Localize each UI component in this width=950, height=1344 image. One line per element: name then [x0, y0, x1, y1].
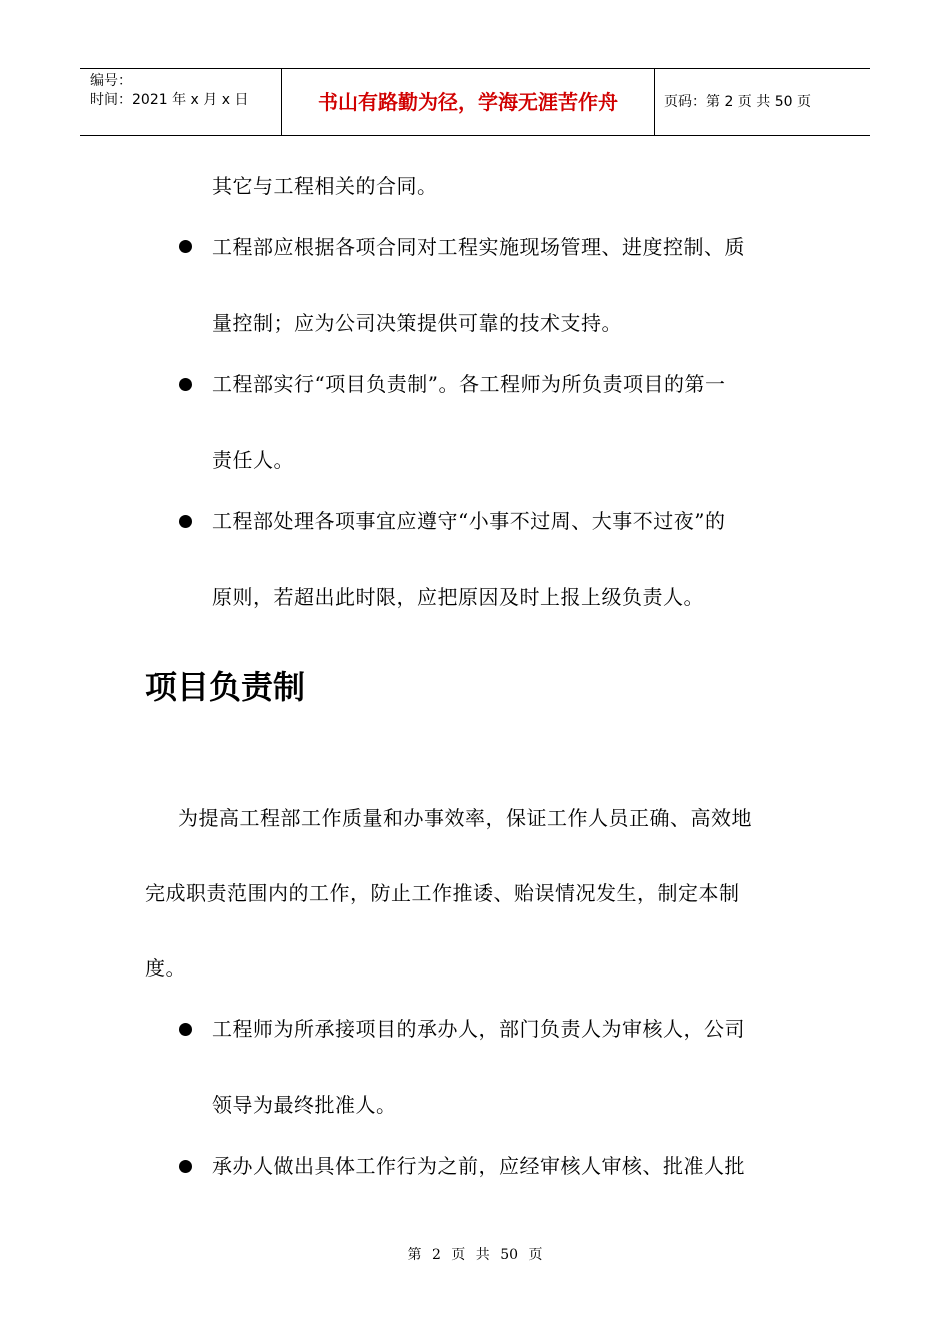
header-code-label: 编号：	[90, 73, 132, 89]
page-header	[80, 68, 870, 136]
bullet-4-line-1: 工程师为所承接项目的承办人，部门负责人为审核人，公司	[212, 1017, 745, 1041]
header-motto: 书山有路勤为径，学海无涯苦作舟	[318, 90, 618, 114]
bullet-icon	[179, 1160, 192, 1173]
bullet-2-line-1: 工程部实行“项目负责制”。各工程师为所负责项目的第一	[212, 372, 726, 396]
bullet-icon	[179, 1023, 192, 1036]
bullet-1-line-2: 量控制；应为公司决策提供可靠的技术支持。	[212, 311, 622, 335]
bullet-1-line-1: 工程部应根据各项合同对工程实施现场管理、进度控制、质	[212, 235, 745, 259]
header-divider-right	[654, 69, 655, 135]
header-time-label: 时间：2021 年 x 月 x 日	[90, 92, 249, 108]
bullet-icon	[179, 515, 192, 528]
bullet-icon	[179, 240, 192, 253]
paragraph-line-2: 完成职责范围内的工作，防止工作推诿、贻误情况发生，制定本制	[145, 881, 740, 905]
bullet-3-line-1: 工程部处理各项事宜应遵守“小事不过周、大事不过夜”的	[212, 509, 726, 533]
paragraph-line-1: 为提高工程部工作质量和办事效率，保证工作人员正确、高效地	[178, 806, 752, 830]
bullet-5-line-1: 承办人做出具体工作行为之前，应经审核人审核、批准人批	[212, 1154, 745, 1178]
header-meta	[90, 69, 280, 135]
intro-line: 其它与工程相关的合同。	[212, 174, 438, 198]
page-footer: 第 2 页 共 50 页	[407, 1247, 543, 1263]
section-title: 项目负责制	[145, 668, 306, 706]
header-page-info: 页码：第 2 页 共 50 页	[664, 94, 811, 110]
paragraph-line-3: 度。	[145, 956, 186, 980]
bullet-4-line-2: 领导为最终批准人。	[212, 1093, 397, 1117]
bullet-2-line-2: 责任人。	[212, 448, 294, 472]
bullet-icon	[179, 378, 192, 391]
bullet-3-line-2: 原则，若超出此时限，应把原因及时上报上级负责人。	[212, 585, 704, 609]
